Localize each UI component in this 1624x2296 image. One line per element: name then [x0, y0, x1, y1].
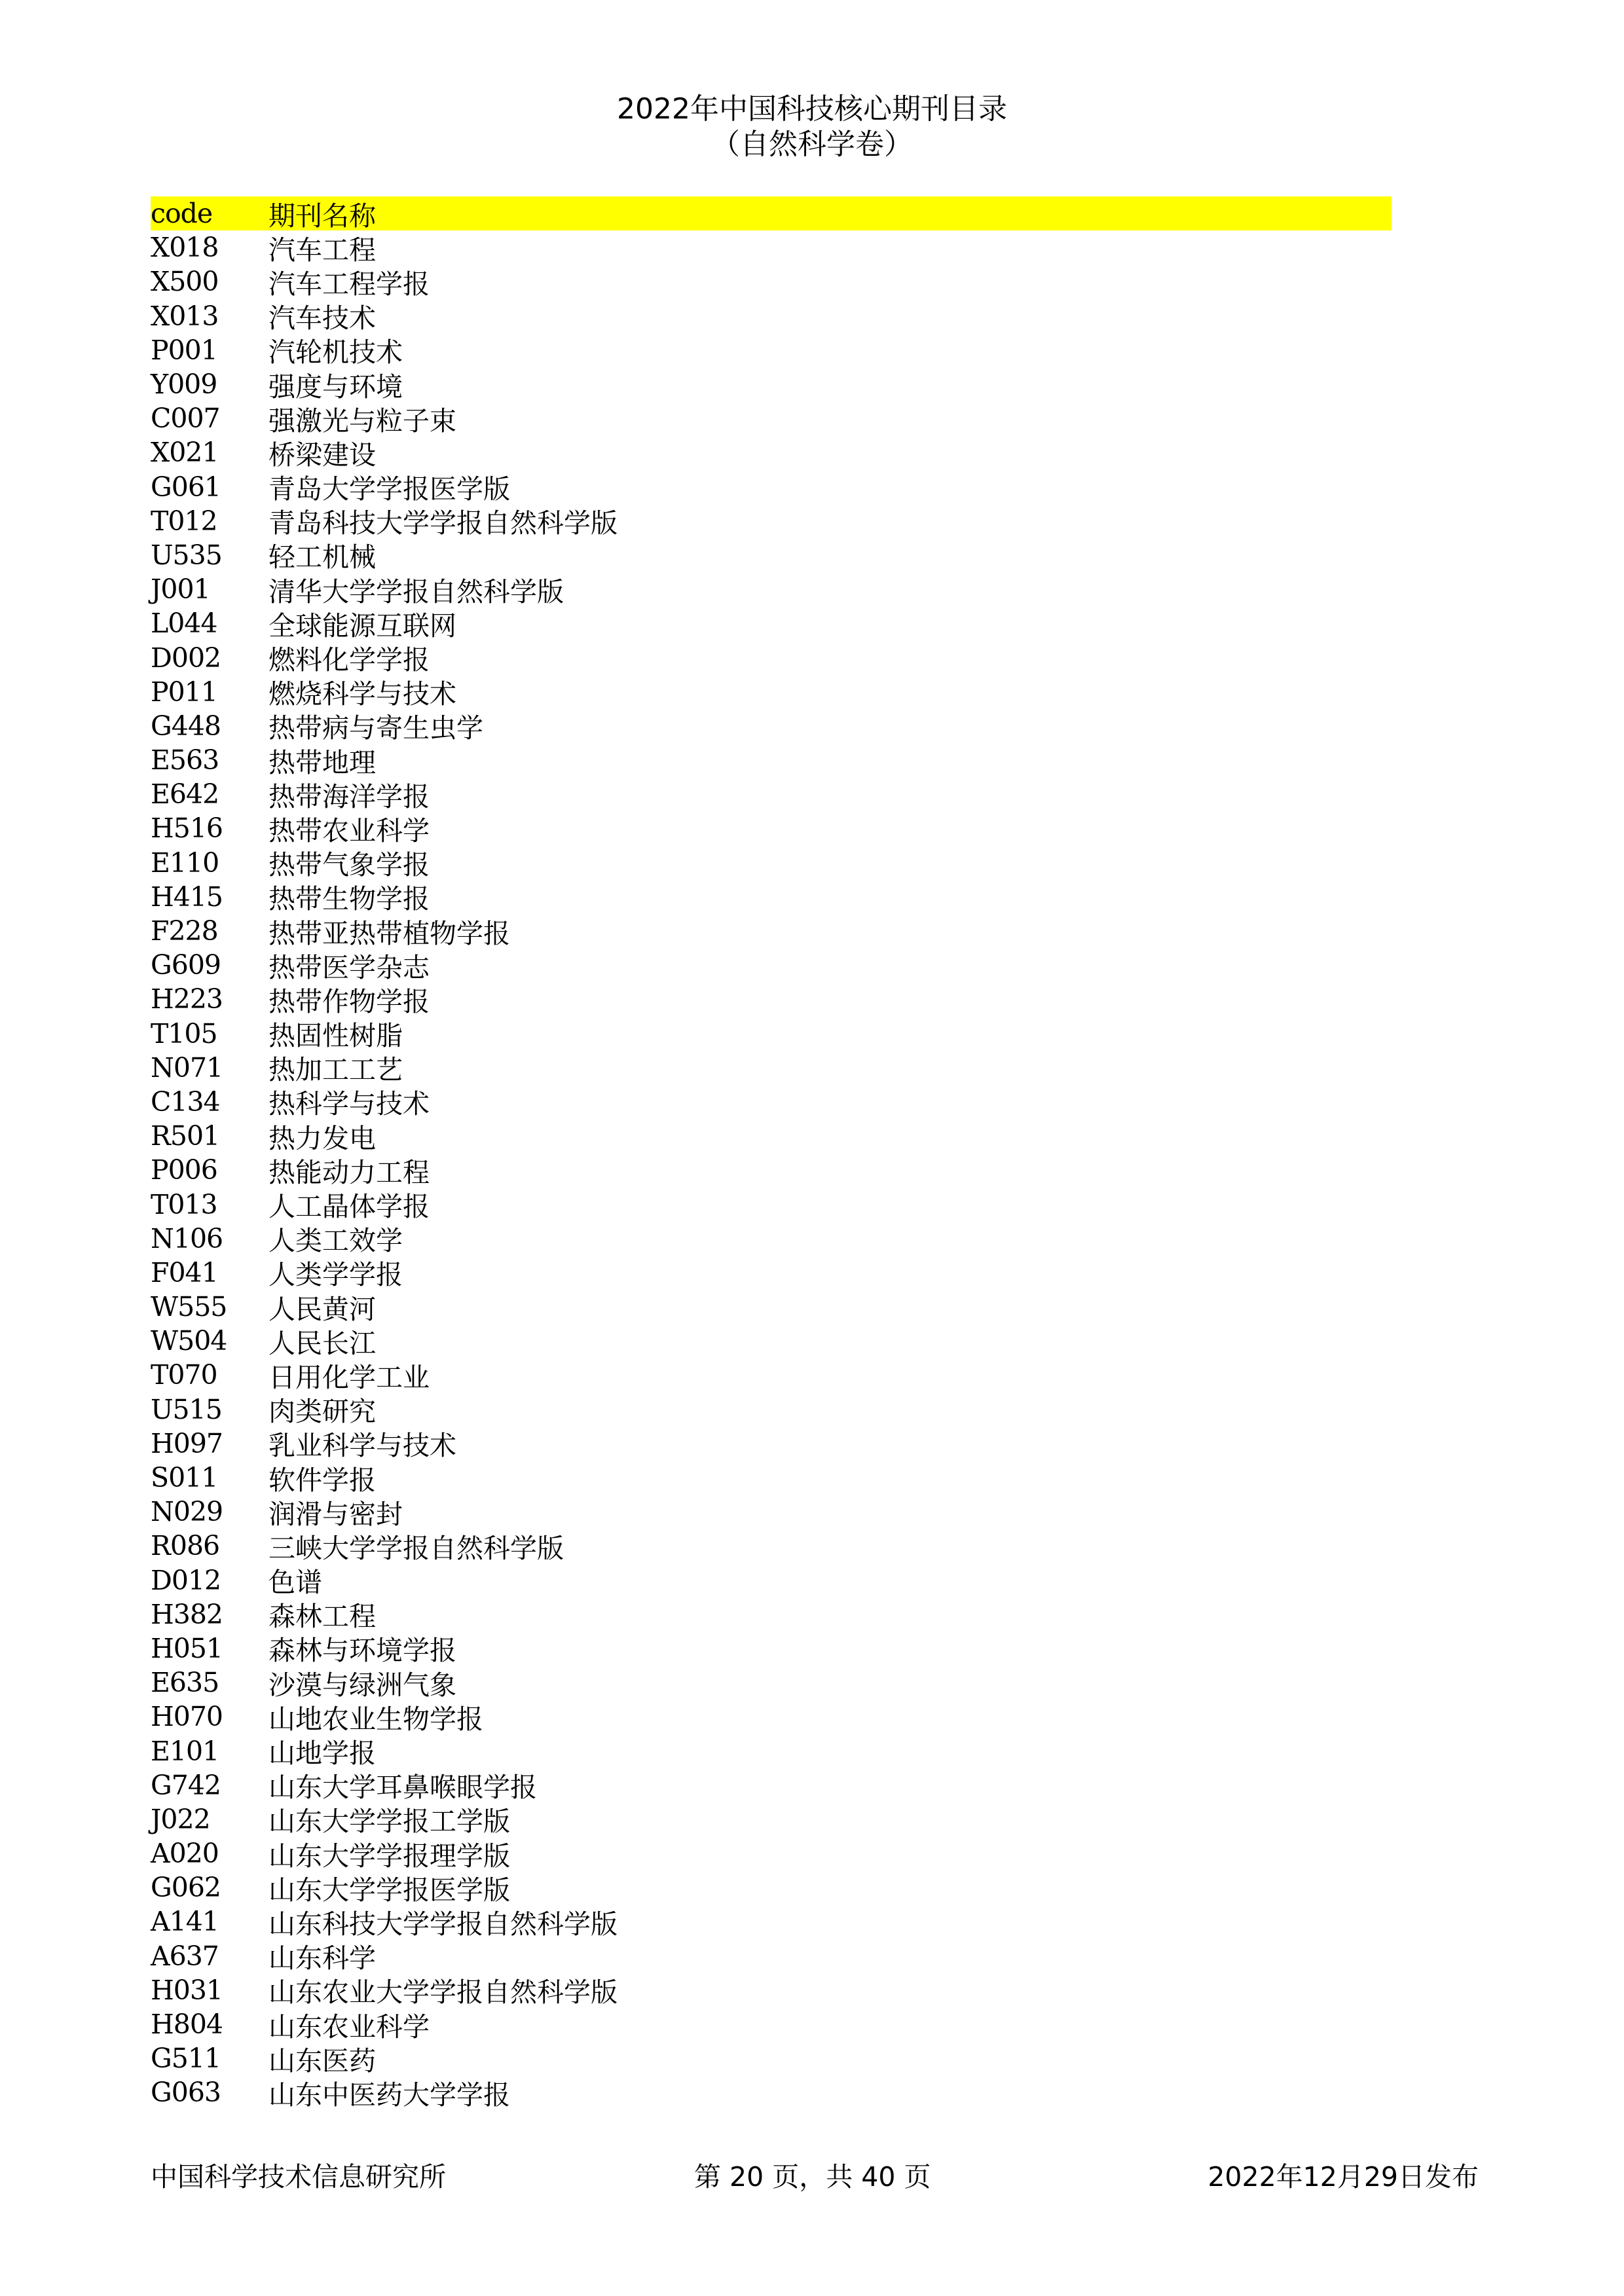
table-row — [151, 1085, 1392, 1119]
table-row — [151, 1222, 1392, 1256]
journal-name: 汽轮机技术 — [268, 337, 403, 369]
journal-name: 热带医学杂志 — [268, 951, 430, 983]
journal-code: A020 — [151, 1838, 219, 1870]
journal-name: 乳业科学与技术 — [268, 1430, 456, 1462]
journal-name: 热带气象学报 — [268, 849, 430, 881]
table-row — [151, 1495, 1392, 1529]
column-header-name: 期刊名称 — [268, 200, 376, 232]
journal-name: 热科学与技术 — [268, 1088, 430, 1120]
journal-name: 热力发电 — [268, 1122, 376, 1154]
table-row — [151, 230, 1392, 264]
table-row — [151, 1734, 1392, 1768]
journal-name: 热带农业科学 — [268, 814, 430, 847]
journal-code: G061 — [151, 471, 221, 503]
table-row — [151, 948, 1392, 982]
footer-publisher: 中国科学技术信息研究所 — [151, 2161, 446, 2193]
journal-code: R086 — [151, 1530, 220, 1562]
journal-code: G609 — [151, 949, 221, 981]
journal-code: A141 — [151, 1906, 219, 1938]
journal-name: 人民长江 — [268, 1327, 376, 1359]
table-row — [151, 1119, 1392, 1153]
journal-code: P011 — [151, 676, 217, 708]
journal-name: 肉类研究 — [268, 1396, 376, 1428]
table-row — [151, 572, 1392, 606]
footer-release-date: 2022年12月29日发布 — [1208, 2161, 1479, 2193]
table-row — [151, 1700, 1392, 1734]
journal-name: 青岛科技大学学报自然科学版 — [268, 507, 618, 539]
journal-code: H031 — [151, 1974, 223, 2006]
journal-name: 热能动力工程 — [268, 1156, 430, 1188]
journal-code: H516 — [151, 812, 223, 845]
journal-code: G063 — [151, 2077, 221, 2109]
journal-name: 清华大学学报自然科学版 — [268, 575, 564, 608]
journal-code: A637 — [151, 1940, 219, 1972]
journal-code: N071 — [151, 1051, 223, 1084]
journal-name: 热带生物学报 — [268, 883, 430, 915]
journal-code: N029 — [151, 1496, 223, 1528]
journal-name: 森林工程 — [268, 1601, 376, 1633]
journal-code: H097 — [151, 1427, 223, 1459]
journal-code: E110 — [151, 847, 219, 879]
table-row — [151, 504, 1392, 538]
table-row — [151, 1666, 1392, 1700]
table-row — [151, 1563, 1392, 1597]
table-row — [151, 1597, 1392, 1631]
table-row — [151, 1768, 1392, 1802]
journal-code: D002 — [151, 642, 221, 674]
table-row — [151, 1904, 1392, 1939]
table-row — [151, 1256, 1392, 1290]
journal-name: 山东农业大学学报自然科学版 — [268, 1977, 618, 2009]
table-row — [151, 675, 1392, 709]
journal-name: 人工晶体学报 — [268, 1191, 430, 1223]
journal-name: 人类工效学 — [268, 1225, 403, 1257]
journal-code: J022 — [151, 1803, 210, 1835]
journal-code: E563 — [151, 744, 219, 776]
journal-name: 山东农业科学 — [268, 2011, 430, 2043]
journal-code: U535 — [151, 539, 222, 571]
journal-name: 森林与环境学报 — [268, 1635, 456, 1667]
journal-name: 热固性树脂 — [268, 1020, 403, 1052]
journal-code: Y009 — [151, 369, 217, 401]
journal-code: P006 — [151, 1154, 217, 1186]
table-row — [151, 367, 1392, 401]
journal-name: 色谱 — [268, 1567, 322, 1599]
journal-code: N106 — [151, 1222, 223, 1254]
journal-code: J001 — [151, 574, 210, 606]
column-header-code: code — [151, 198, 213, 230]
journal-code: G511 — [151, 2043, 221, 2075]
journal-name: 人民黄河 — [268, 1293, 376, 1325]
table-row — [151, 880, 1392, 914]
table-row — [151, 1939, 1392, 1973]
journal-code: R501 — [151, 1120, 220, 1152]
document-title-block — [0, 92, 1624, 162]
journal-code: L044 — [151, 608, 217, 640]
table-row — [151, 538, 1392, 572]
journal-code: F228 — [151, 915, 218, 947]
journal-code: C007 — [151, 403, 220, 435]
table-row — [151, 1393, 1392, 1427]
table-row — [151, 264, 1392, 299]
table-row — [151, 1324, 1392, 1358]
journal-name: 汽车技术 — [268, 302, 376, 335]
table-row — [151, 2007, 1392, 2041]
journal-code: C134 — [151, 1085, 220, 1118]
journal-name: 沙漠与绿洲气象 — [268, 1669, 456, 1701]
table-row — [151, 1290, 1392, 1324]
journal-name: 山东科技大学学报自然科学版 — [268, 1908, 618, 1940]
journal-code: T013 — [151, 1188, 217, 1220]
journal-name: 燃烧科学与技术 — [268, 678, 456, 710]
journal-name: 燃料化学学报 — [268, 644, 430, 676]
journal-code: X500 — [151, 266, 219, 298]
table-row — [151, 982, 1392, 1016]
journal-name: 山东大学学报理学版 — [268, 1840, 510, 1872]
table-row — [151, 846, 1392, 880]
table-row — [151, 299, 1392, 333]
table-row — [151, 1836, 1392, 1870]
table-row — [151, 1427, 1392, 1461]
journal-code: F041 — [151, 1256, 218, 1288]
document-subtitle: （自然科学卷） — [711, 128, 913, 161]
journal-name: 三峡大学学报自然科学版 — [268, 1532, 564, 1564]
table-row — [151, 811, 1392, 845]
table-header-row — [151, 196, 1392, 230]
journal-name: 山东大学耳鼻喉眼学报 — [268, 1772, 537, 1804]
journal-code: H804 — [151, 2009, 223, 2041]
journal-code: T105 — [151, 1017, 217, 1049]
table-row — [151, 914, 1392, 948]
journal-code: W504 — [151, 1325, 227, 1357]
journal-code: H382 — [151, 1598, 223, 1630]
journal-code: P001 — [151, 334, 217, 366]
journal-code: E635 — [151, 1667, 219, 1699]
table-row — [151, 640, 1392, 674]
journal-name: 润滑与密封 — [268, 1498, 403, 1530]
journal-name: 桥梁建设 — [268, 439, 376, 471]
table-row — [151, 743, 1392, 777]
journal-code: X018 — [151, 232, 219, 264]
document-title: 2022年中国科技核心期刊目录 — [617, 92, 1007, 126]
journal-code: E101 — [151, 1735, 219, 1767]
table-row — [151, 1153, 1392, 1187]
journal-name: 热带亚热带植物学报 — [268, 917, 510, 949]
journal-name: 汽车工程 — [268, 234, 376, 266]
table-row — [151, 709, 1392, 743]
journal-code: H070 — [151, 1701, 223, 1733]
journal-name: 热带作物学报 — [268, 985, 430, 1017]
journal-name: 山地农业生物学报 — [268, 1703, 483, 1735]
table-row — [151, 1973, 1392, 2007]
journal-name: 青岛大学学报医学版 — [268, 473, 510, 505]
table-body — [151, 230, 1392, 2109]
table-row — [151, 1631, 1392, 1666]
table-row — [151, 1802, 1392, 1836]
journal-code: X021 — [151, 437, 219, 469]
journal-name: 汽车工程学报 — [268, 268, 430, 300]
journal-code: G448 — [151, 710, 221, 742]
table-row — [151, 1870, 1392, 1904]
journal-name: 强激光与粒子束 — [268, 405, 456, 437]
journal-code: E642 — [151, 778, 219, 811]
journal-name: 热加工工艺 — [268, 1054, 403, 1086]
journal-code: G062 — [151, 1872, 221, 1904]
journal-name: 山东大学学报工学版 — [268, 1806, 510, 1838]
journal-name: 热带病与寄生虫学 — [268, 712, 483, 744]
journal-code: U515 — [151, 1393, 222, 1425]
journal-code: H415 — [151, 881, 223, 913]
journal-table — [151, 196, 1392, 2110]
journal-code: H223 — [151, 983, 223, 1015]
journal-name: 强度与环境 — [268, 371, 403, 403]
table-row — [151, 333, 1392, 367]
journal-name: 山东医药 — [268, 2045, 376, 2077]
journal-name: 山东科学 — [268, 1942, 376, 1975]
table-row — [151, 1529, 1392, 1563]
journal-code: H051 — [151, 1632, 223, 1664]
journal-name: 热带地理 — [268, 746, 376, 778]
table-row — [151, 777, 1392, 811]
journal-code: X013 — [151, 300, 219, 332]
journal-name: 热带海洋学报 — [268, 780, 430, 812]
footer-page-number: 第 20 页，共 40 页 — [694, 2161, 931, 2193]
journal-name: 软件学报 — [268, 1464, 376, 1496]
journal-code: G742 — [151, 1769, 221, 1801]
table-row — [151, 2041, 1392, 2075]
journal-name: 全球能源互联网 — [268, 610, 456, 642]
journal-code: T070 — [151, 1359, 217, 1391]
table-row — [151, 1017, 1392, 1051]
journal-name: 山地学报 — [268, 1738, 376, 1770]
table-row — [151, 1051, 1392, 1085]
journal-name: 山东大学学报医学版 — [268, 1874, 510, 1906]
journal-code: W555 — [151, 1291, 227, 1323]
table-row — [151, 606, 1392, 640]
table-row — [151, 470, 1392, 504]
journal-name: 山东中医药大学学报 — [268, 2079, 510, 2111]
table-row — [151, 435, 1392, 469]
table-row — [151, 1358, 1392, 1392]
journal-code: S011 — [151, 1462, 218, 1494]
table-row — [151, 1187, 1392, 1221]
table-row — [151, 2075, 1392, 2109]
journal-code: D012 — [151, 1564, 221, 1596]
journal-name: 轻工机械 — [268, 541, 376, 574]
journal-name: 人类学学报 — [268, 1259, 403, 1291]
table-row — [151, 1461, 1392, 1495]
table-row — [151, 401, 1392, 435]
journal-code: T012 — [151, 505, 217, 537]
journal-name: 日用化学工业 — [268, 1361, 430, 1393]
